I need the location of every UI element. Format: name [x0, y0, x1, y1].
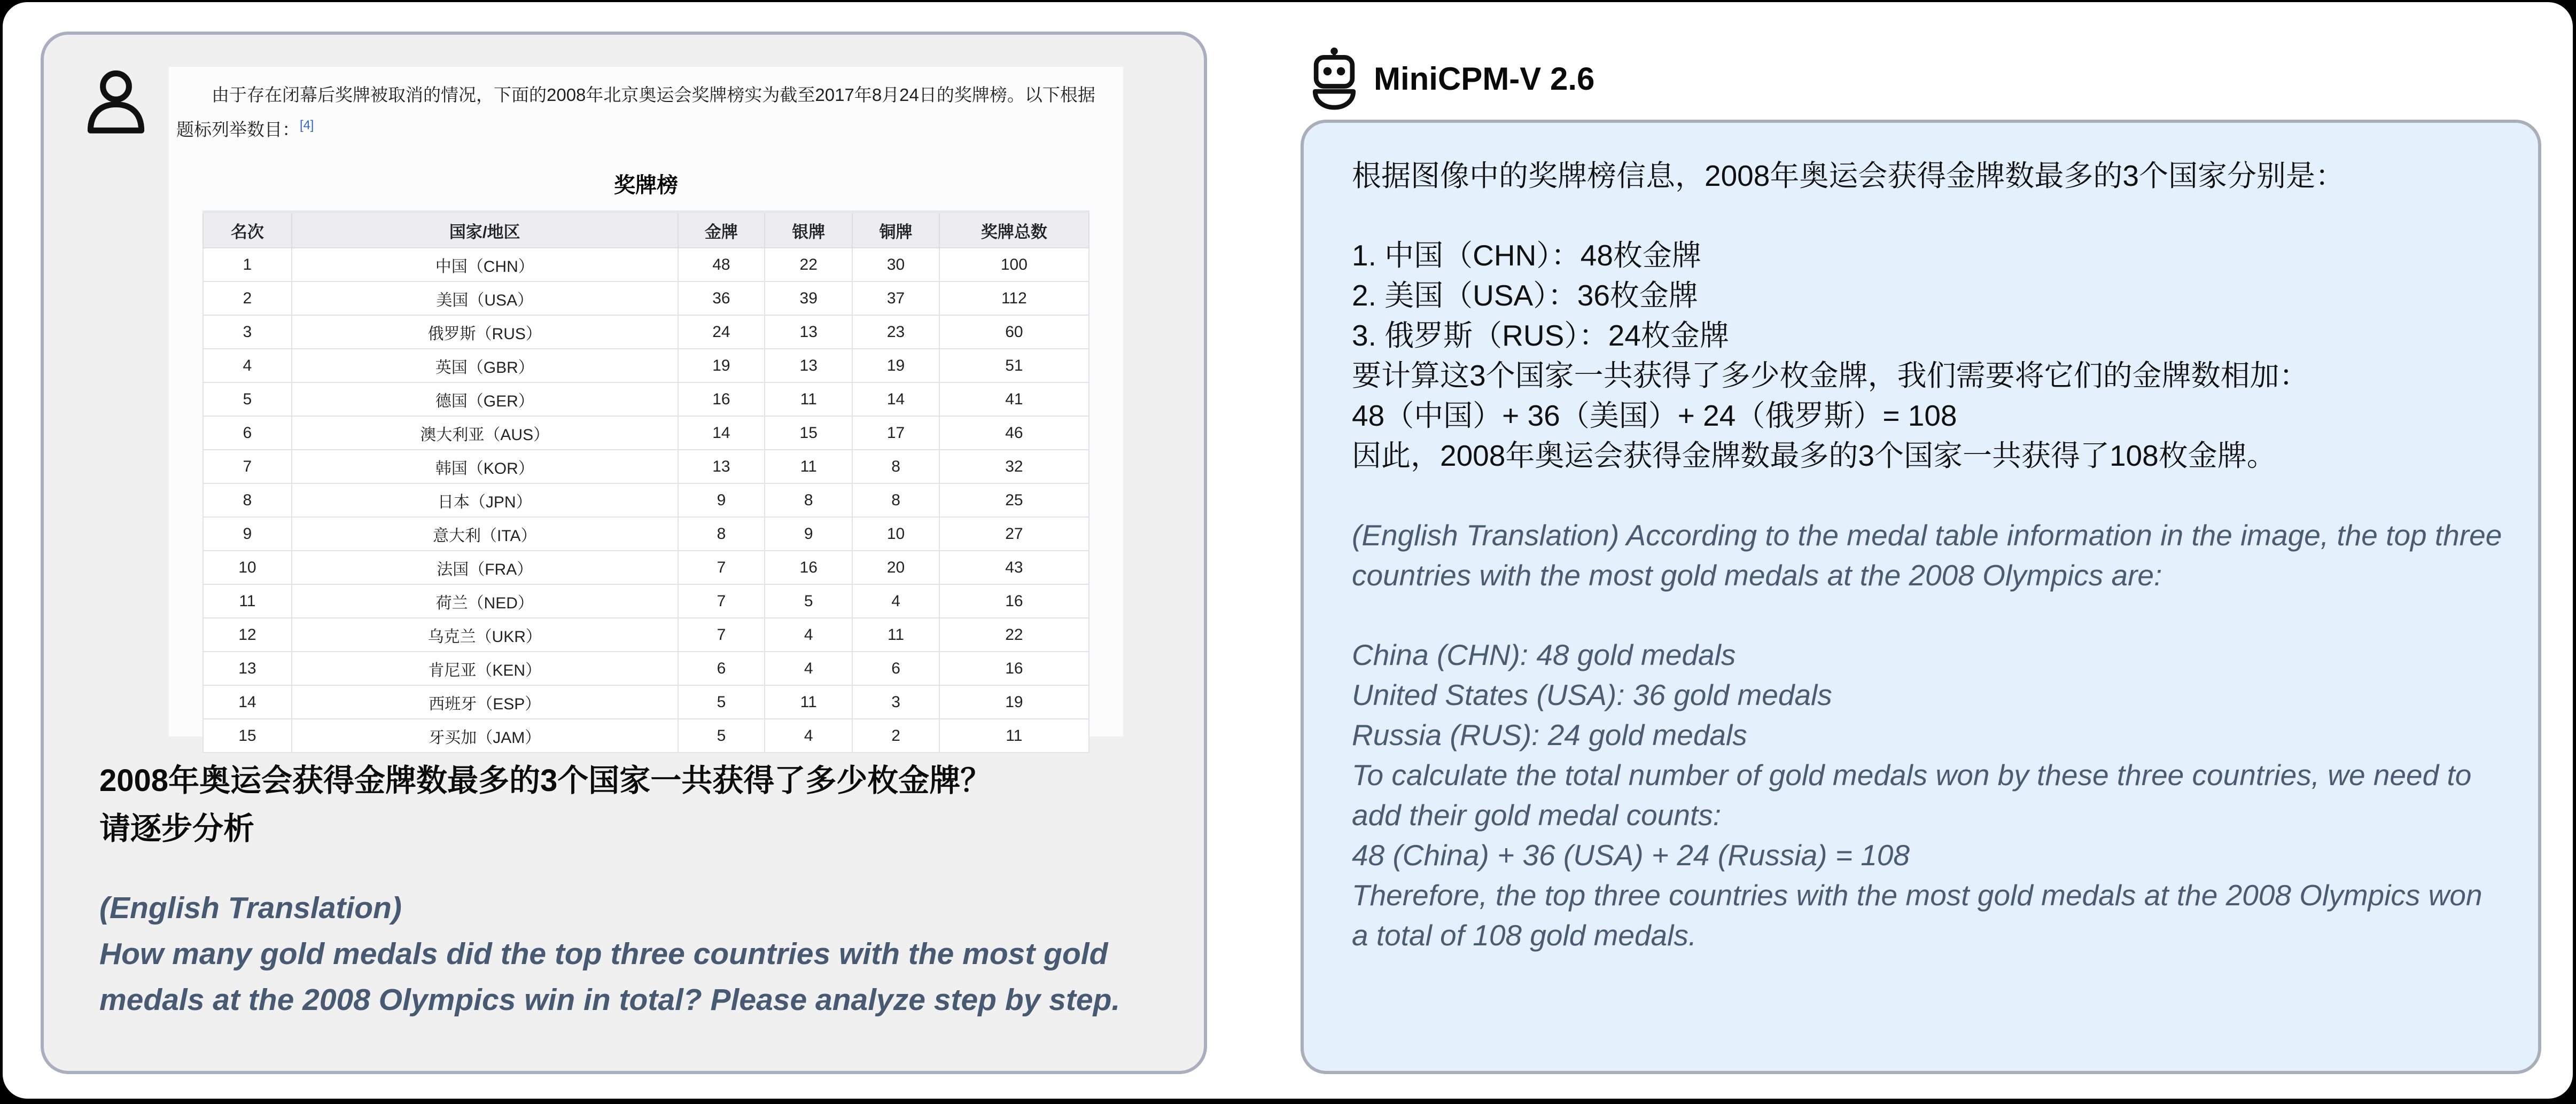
translation-text: How many gold medals did the top three countries with the most gold medals at the 2008 Olympics win in total? Please analyze step by step.	[99, 937, 1120, 1017]
table-cell: 20	[852, 551, 939, 584]
user-icon	[84, 68, 147, 137]
model-header	[1311, 47, 1594, 110]
table-cell: 澳大利亚（AUS）	[292, 416, 678, 450]
table-cell: 牙买加（JAM）	[292, 719, 678, 753]
medal-table-screenshot	[169, 67, 1123, 747]
table-cell: 13	[765, 315, 852, 349]
table-cell: 7	[678, 618, 765, 652]
answer-en-conclusion: Therefore, the top three countries with the most gold medals at the 2008 Olympics won a total of 108 gold medals.	[1352, 879, 2482, 952]
table-header-cell: 奖牌总数	[939, 212, 1089, 248]
table-cell: 16	[939, 584, 1089, 618]
answer-zh-country-item: 3. 俄罗斯（RUS）：24枚金牌	[1352, 319, 1729, 352]
table-row	[203, 382, 1089, 416]
table-cell: 11	[765, 450, 852, 483]
table-cell: 39	[765, 281, 852, 315]
answer-en-intro: (English Translation) According to the medal table information in the image, the top three countries with the most gold medals at the 2008 Olympics are:	[1352, 519, 2502, 592]
table-cell: 意大利（ITA）	[292, 517, 678, 551]
table-cell: 14	[678, 416, 765, 450]
table-cell: 4	[765, 719, 852, 753]
table-row	[203, 281, 1089, 315]
table-header-cell: 名次	[203, 212, 292, 248]
table-cell: 11	[765, 382, 852, 416]
table-cell: 肯尼亚（KEN）	[292, 652, 678, 685]
table-cell: 美国（USA）	[292, 281, 678, 315]
answer-zh-calc-intro: 要计算这3个国家一共获得了多少枚金牌，我们需要将它们的金牌数相加：	[1352, 359, 2309, 392]
table-cell: 23	[852, 315, 939, 349]
table-cell: 5	[765, 584, 852, 618]
answer-zh-country-list	[1352, 236, 2504, 356]
table-cell: 日本（JPN）	[292, 483, 678, 517]
table-cell: 2	[203, 281, 292, 315]
table-cell: 100	[939, 248, 1089, 281]
answer-zh-calc-equation: 48（中国）+ 36（美国）+ 24（俄罗斯）= 108	[1352, 399, 1957, 432]
table-cell: 5	[678, 685, 765, 719]
table-row	[203, 483, 1089, 517]
table-cell: 9	[203, 517, 292, 551]
reference-link: [4]	[300, 118, 314, 132]
table-cell: 4	[203, 349, 292, 382]
table-row	[203, 416, 1089, 450]
robot-icon	[1311, 47, 1358, 110]
screenshot-intro-text: 由于存在闭幕后奖牌被取消的情况，下面的2008年北京奥运会奖牌榜实为截至2017年8月24日的奖牌榜。以下根据题标列举数目：	[176, 85, 1095, 139]
answer-en-calc-intro: To calculate the total number of gold medals won by these three countries, we need to add their gold medal counts:	[1352, 758, 2472, 832]
table-row	[203, 551, 1089, 584]
table-cell: 9	[678, 483, 765, 517]
screenshot-intro	[176, 80, 1109, 145]
table-cell: 6	[852, 652, 939, 685]
table-cell: 11	[852, 618, 939, 652]
answer-en-country-item: United States (USA): 36 gold medals	[1352, 678, 1832, 711]
table-cell: 4	[765, 618, 852, 652]
table-cell: 15	[203, 719, 292, 753]
table-cell: 13	[678, 450, 765, 483]
table-cell: 19	[678, 349, 765, 382]
table-cell: 48	[678, 248, 765, 281]
table-cell: 60	[939, 315, 1089, 349]
table-cell: 8	[765, 483, 852, 517]
table-cell: 17	[852, 416, 939, 450]
table-cell: 韩国（KOR）	[292, 450, 678, 483]
table-row	[203, 349, 1089, 382]
table-cell: 13	[765, 349, 852, 382]
table-cell: 7	[203, 450, 292, 483]
user-question-line: 2008年奥运会获得金牌数最多的3个国家一共获得了多少枚金牌？	[99, 763, 992, 798]
answer-en-country-list	[1352, 635, 2504, 755]
table-cell: 3	[203, 315, 292, 349]
table-cell: 4	[765, 652, 852, 685]
table-cell: 荷兰（NED）	[292, 584, 678, 618]
model-answer-zh	[1352, 156, 2504, 476]
table-row	[203, 248, 1089, 281]
table-cell: 16	[939, 652, 1089, 685]
table-cell: 16	[765, 551, 852, 584]
table-header-row	[203, 212, 1089, 248]
table-cell: 6	[203, 416, 292, 450]
table-cell: 12	[203, 618, 292, 652]
table-cell: 46	[939, 416, 1089, 450]
table-cell: 11	[939, 719, 1089, 753]
user-message-panel	[41, 32, 1207, 1074]
table-cell: 19	[939, 685, 1089, 719]
table-title: 奖牌榜	[614, 174, 678, 197]
table-cell: 16	[678, 382, 765, 416]
table-header-cell: 铜牌	[852, 212, 939, 248]
answer-zh-conclusion: 因此，2008年奥运会获得金牌数最多的3个国家一共获得了108枚金牌。	[1352, 439, 2276, 472]
table-row	[203, 584, 1089, 618]
answer-zh-intro: 根据图像中的奖牌榜信息，2008年奥运会获得金牌数最多的3个国家分别是：	[1352, 159, 2345, 192]
table-cell: 10	[203, 551, 292, 584]
table-cell: 英国（GBR）	[292, 349, 678, 382]
table-cell: 25	[939, 483, 1089, 517]
table-cell: 11	[203, 584, 292, 618]
table-row	[203, 450, 1089, 483]
table-row	[203, 652, 1089, 685]
table-cell: 11	[765, 685, 852, 719]
table-row	[203, 618, 1089, 652]
figure-frame	[3, 2, 2573, 1099]
table-cell: 51	[939, 349, 1089, 382]
table-header-cell: 国家/地区	[292, 212, 678, 248]
table-cell: 俄罗斯（RUS）	[292, 315, 678, 349]
table-cell: 13	[203, 652, 292, 685]
model-answer-panel	[1301, 120, 2541, 1074]
table-cell: 14	[203, 685, 292, 719]
table-cell: 36	[678, 281, 765, 315]
table-cell: 10	[852, 517, 939, 551]
model-name-label: MiniCPM-V 2.6	[1374, 60, 1595, 97]
table-cell: 5	[203, 382, 292, 416]
table-row	[203, 315, 1089, 349]
table-cell: 西班牙（ESP）	[292, 685, 678, 719]
table-cell: 8	[678, 517, 765, 551]
table-cell: 41	[939, 382, 1089, 416]
table-cell: 37	[852, 281, 939, 315]
table-cell: 32	[939, 450, 1089, 483]
table-cell: 8	[203, 483, 292, 517]
user-question-translation	[99, 885, 1189, 1023]
answer-zh-country-item: 1. 中国（CHN）：48枚金牌	[1352, 239, 1701, 272]
table-row	[203, 719, 1089, 753]
table-row	[203, 685, 1089, 719]
table-cell: 9	[765, 517, 852, 551]
answer-en-calc-equation: 48 (China) + 36 (USA) + 24 (Russia) = 108	[1352, 839, 1910, 872]
table-cell: 19	[852, 349, 939, 382]
table-cell: 27	[939, 517, 1089, 551]
table-cell: 8	[852, 450, 939, 483]
table-cell: 法国（FRA）	[292, 551, 678, 584]
table-cell: 112	[939, 281, 1089, 315]
table-cell: 乌克兰（UKR）	[292, 618, 678, 652]
table-cell: 7	[678, 584, 765, 618]
table-cell: 22	[765, 248, 852, 281]
table-cell: 中国（CHN）	[292, 248, 678, 281]
translation-label: (English Translation)	[99, 891, 402, 925]
answer-zh-country-item: 2. 美国（USA）：36枚金牌	[1352, 279, 1698, 312]
table-cell: 8	[852, 483, 939, 517]
model-answer-en	[1352, 515, 2504, 956]
answer-en-country-item: China (CHN): 48 gold medals	[1352, 638, 1736, 671]
table-cell: 43	[939, 551, 1089, 584]
medal-table	[203, 210, 1089, 753]
table-cell: 6	[678, 652, 765, 685]
table-cell: 7	[678, 551, 765, 584]
table-cell: 1	[203, 248, 292, 281]
table-cell: 24	[678, 315, 765, 349]
table-cell: 2	[852, 719, 939, 753]
table-cell: 30	[852, 248, 939, 281]
table-cell: 德国（GER）	[292, 382, 678, 416]
table-cell: 22	[939, 618, 1089, 652]
answer-en-country-item: Russia (RUS): 24 gold medals	[1352, 718, 1747, 751]
user-question-line: 请逐步分析	[99, 811, 255, 846]
table-cell: 5	[678, 719, 765, 753]
table-cell: 15	[765, 416, 852, 450]
table-row	[203, 517, 1089, 551]
table-cell: 3	[852, 685, 939, 719]
table-cell: 4	[852, 584, 939, 618]
table-header-cell: 银牌	[765, 212, 852, 248]
table-cell: 14	[852, 382, 939, 416]
user-question-zh	[99, 757, 1189, 853]
table-header-cell: 金牌	[678, 212, 765, 248]
